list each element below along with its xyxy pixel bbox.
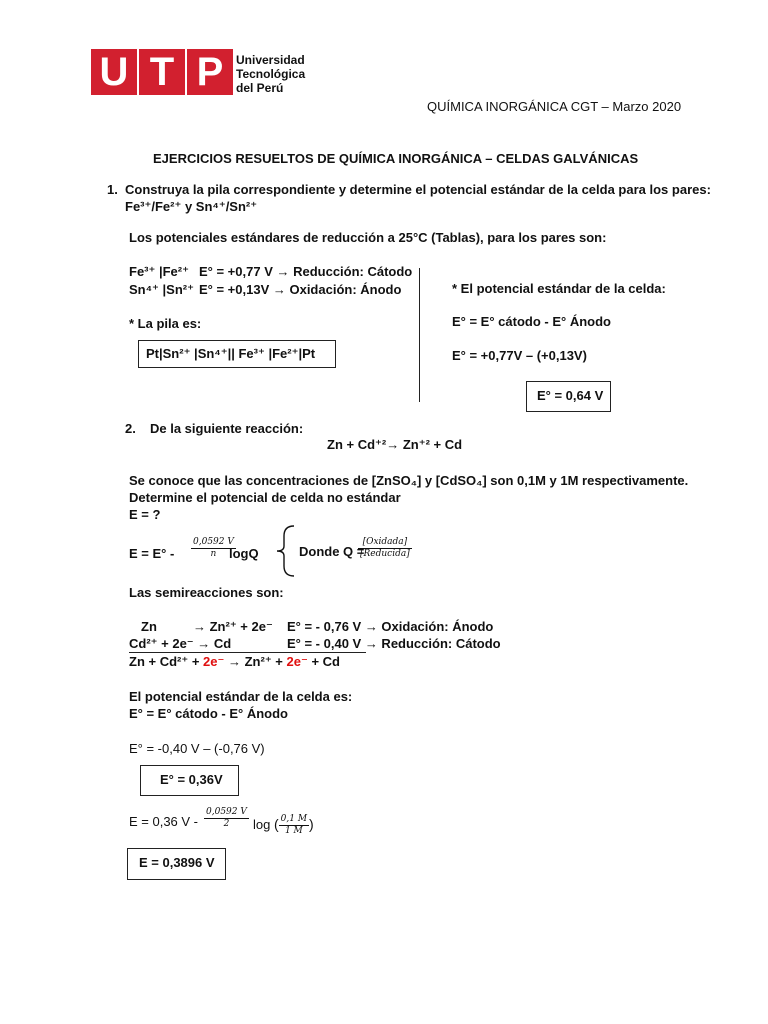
ex1-pila-label: * La pila es:: [129, 316, 202, 331]
calc-numerator: 0,0592 V: [206, 807, 247, 817]
ex2-statement-1-wrap: [129, 473, 689, 488]
ex1-pair2-species: Sn⁴⁺ |Sn²⁺: [129, 282, 194, 297]
calc-log-label: log: [253, 816, 271, 832]
logo-letter-t: T: [139, 49, 185, 95]
sum-line: [129, 652, 366, 653]
nernst-denominator: n: [210, 549, 217, 559]
ex1-potentials-intro: Los potenciales estándares de reducción a 25°C (Tablas), para los pares son:: [129, 230, 607, 245]
ex1-pila: Pt|Sn²⁺ |Sn⁴⁺|| Fe³⁺ |Fe²⁺|Pt: [146, 346, 316, 361]
ex1-pairs: Fe³⁺/Fe²⁺ y Sn⁴⁺/Sn²⁺: [125, 199, 258, 214]
q-fraction: [358, 537, 412, 560]
net-reaction: [129, 654, 340, 670]
curly-brace-icon: [274, 524, 296, 578]
ex2-statement-2: Determine el potencial de celda no estándar: [129, 490, 401, 505]
logo-text-line: Tecnológica: [236, 67, 306, 81]
ex1-result: E° = 0,64 V: [537, 388, 604, 403]
ex2-number: 2.: [125, 421, 136, 436]
calc-lhs: E = 0,36 V -: [129, 814, 199, 829]
ex2-statement-1: Se conoce que las concentraciones de [ZnSO₄] y [CdSO₄] son 0,1M y 1M respectivamente.: [129, 473, 689, 488]
net-part: + Cd: [311, 654, 341, 669]
logo-letter-p: P: [187, 49, 233, 95]
semi1-product: → Zn²⁺ + 2e⁻: [193, 619, 273, 634]
net-electrons-cancelled: 2e⁻: [203, 654, 225, 669]
q-numerator: [Oxidada]: [358, 537, 412, 549]
ex2-reaction: Zn + Cd⁺²→ Zn⁺² + Cd: [327, 437, 463, 452]
ex2-formula: E° = E° cátodo - E° Ánodo: [129, 706, 288, 721]
ex2-substitution: E° = -0,40 V – (-0,76 V): [129, 741, 265, 756]
page-title: EJERCICIOS RESUELTOS DE QUÍMICA INORGÁNICA – CELDAS GALVÁNICAS: [153, 151, 639, 166]
semi2-reaction: Cd²⁺ + 2e⁻ → Cd: [129, 636, 232, 651]
ex1-number: 1.: [107, 182, 118, 197]
ex2-question: De la siguiente reacción:: [150, 421, 304, 436]
final-result: E = 0,3896 V: [139, 855, 215, 870]
ex1-pair1-equation: E° = +0,77 V → Reducción: Cátodo: [199, 264, 413, 279]
calc-fraction: [204, 807, 249, 830]
q-denominator: [Reducida]: [360, 549, 410, 559]
net-electrons-cancelled: 2e⁻: [286, 654, 308, 669]
ex1-pair1-species: Fe³⁺ |Fe²⁺: [129, 264, 189, 279]
calc-q-denominator: 1 M: [284, 826, 303, 836]
course-header: QUÍMICA INORGÁNICA CGT – Marzo 2020: [427, 99, 682, 114]
logo-text-line: del Perú: [236, 81, 284, 95]
ex2-std-result: E° = 0,36V: [160, 772, 223, 787]
logo-text-line: Universidad: [236, 53, 305, 67]
semi-label: Las semireacciones son:: [129, 585, 284, 600]
ex1-substitution: E° = +0,77V – (+0,13V): [452, 348, 587, 363]
semi1-reactant: Zn: [141, 619, 157, 634]
ex2-unknown: E = ?: [129, 507, 161, 522]
net-part: Zn + Cd²⁺ +: [129, 654, 200, 669]
semi1-potential: E° = - 0,76 V → Oxidación: Ánodo: [287, 619, 494, 634]
ex2-std-label: El potencial estándar de la celda es:: [129, 689, 353, 704]
logo-letter-u: U: [91, 49, 137, 95]
net-part: → Zn²⁺ +: [228, 654, 283, 669]
logo-text: [236, 53, 305, 95]
nernst-log: logQ: [229, 546, 259, 561]
ex1-std-label: * El potencial estándar de la celda:: [452, 281, 666, 296]
ex1-formula: E° = E° cátodo - E° Ánodo: [452, 314, 611, 329]
donde-q: Donde Q =: [299, 544, 365, 559]
nernst-numerator: 0,0592 V: [193, 537, 234, 547]
calc-q-numerator: 0,1 M: [280, 814, 308, 824]
semi2-potential: E° = - 0,40 V → Reducción: Cátodo: [287, 636, 501, 651]
calc-denominator: 2: [223, 819, 230, 829]
nernst-lhs: E = E° -: [129, 546, 175, 561]
ex1-question: Construya la pila correspondiente y determine el potencial estándar de la celda para los pares:: [125, 182, 711, 197]
vertical-divider: [419, 268, 420, 402]
calc-log: log ( $\frac{0,1 M}{1 M}$ ): [253, 814, 314, 836]
ex1-pair2-equation: E° = +0,13V → Oxidación: Ánodo: [199, 282, 402, 297]
